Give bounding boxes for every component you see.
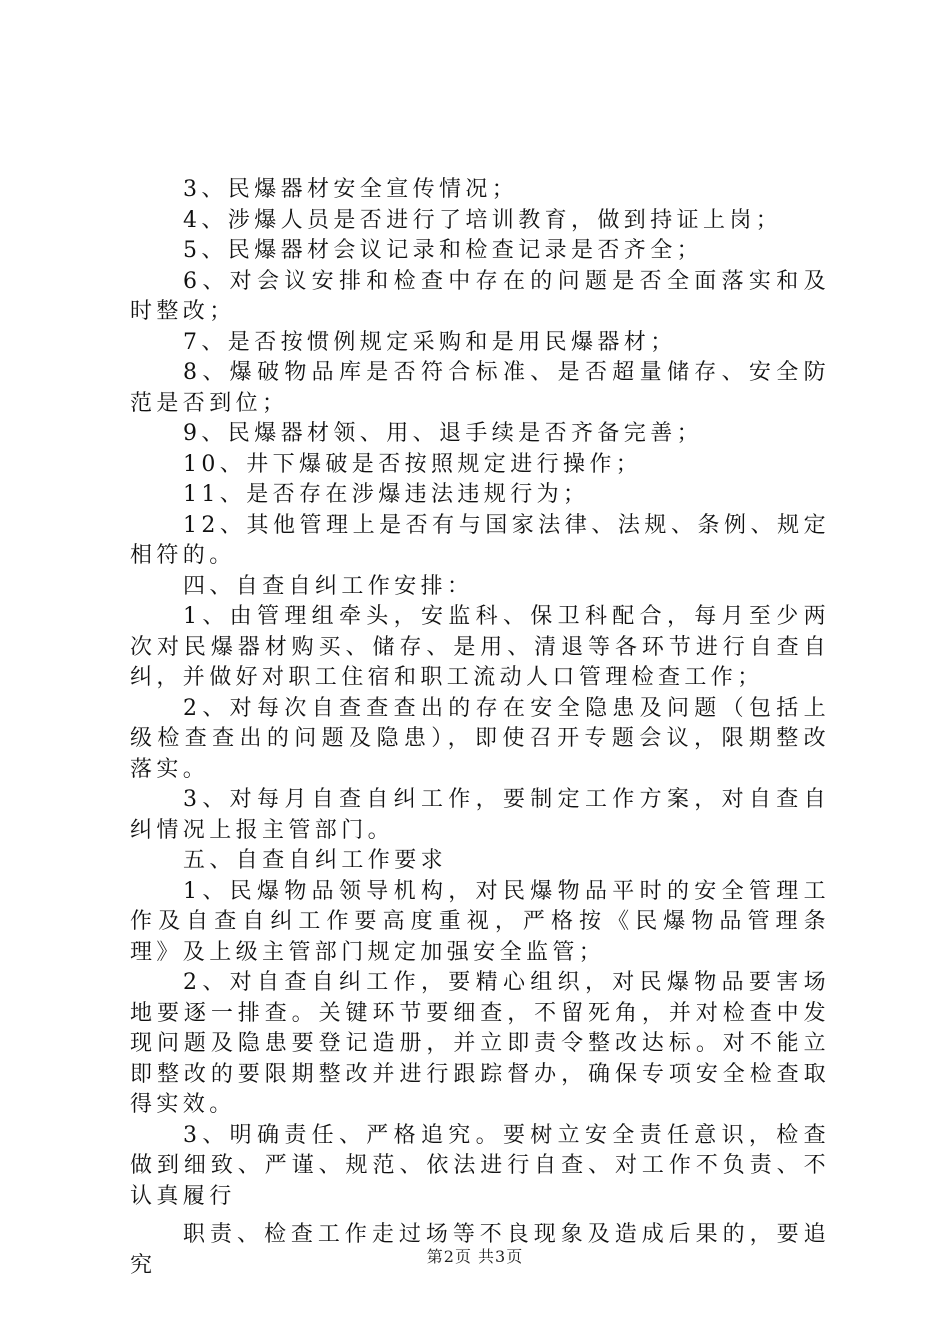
requirement-item-1: 1、民爆物品领导机构，对民爆物品平时的安全管理工作及自查自纠工作要高度重视，严格按《民爆物品管理条理》及上级主管部门规定加强安全监管； [130,878,830,965]
arrangement-item-3: 3、对每月自查自纠工作，要制定工作方案，对自查自纠情况上报主管部门。 [130,787,830,843]
paragraph-item-9: 9、民爆器材领、用、退手续是否齐备完善； [183,421,703,446]
page-footer: 第2页 共3页 [426,1247,524,1266]
paragraph-item-8: 8、爆破物品库是否符合标准、是否超量储存、安全防范是否到位； [130,360,830,416]
paragraph-item-10: 10、井下爆破是否按照规定进行操作； [183,451,643,477]
paragraph-item-5: 5、民爆器材会议记录和检查记录是否齐全； [183,238,703,263]
requirement-item-3-continued: 职责、检查工作走过场等不良现象及造成后果的，要追究 [130,1222,830,1278]
requirement-item-2: 2、对自查自纠工作，要精心组织，对民爆物品要害场地要逐一排查。关键环节要细查，不留死角，并对检查中发现问题及隐患要登记造册，并立即责令整改达标。对不能立即整改的要限期整改并进行跟踪督办，确保专项安全检查取得实效。 [130,970,830,1117]
requirement-item-3: 3、明确责任、严格追究。要树立安全责任意识，检查做到细致、严谨、规范、依法进行自查、对工作不负责、不认真履行 [130,1122,830,1209]
section-heading-requirements: 五、自查自纠工作要求 [183,848,448,873]
paragraph-item-6: 6、对会议安排和检查中存在的问题是否全面落实和及时整改； [130,268,830,324]
document-body [130,175,830,1281]
arrangement-item-2: 2、对每次自查查查出的存在安全隐患及问题（包括上级检查查出的问题及隐患），即使召开专题会议，限期整改落实。 [130,695,830,782]
arrangement-item-1: 1、由管理组牵头，安监科、保卫科配合，每月至少两次对民爆器材购买、储存、是用、清退等各环节进行自查自纠，并做好对职工住宿和职工流动人口管理检查工作； [130,604,830,690]
paragraph-item-4: 4、涉爆人员是否进行了培训教育，做到持证上岗； [183,207,783,233]
paragraph-item-3: 3、民爆器材安全宣传情况； [183,177,519,202]
section-heading-arrangement: 四、自查自纠工作安排： [183,573,474,599]
paragraph-item-11: 11、是否存在涉爆违法违规行为； [183,482,590,507]
paragraph-item-12: 12、其他管理上是否有与国家法律、法规、条例、规定相符的。 [130,512,830,568]
paragraph-item-7: 7、是否按惯例规定采购和是用民爆器材； [183,329,677,355]
